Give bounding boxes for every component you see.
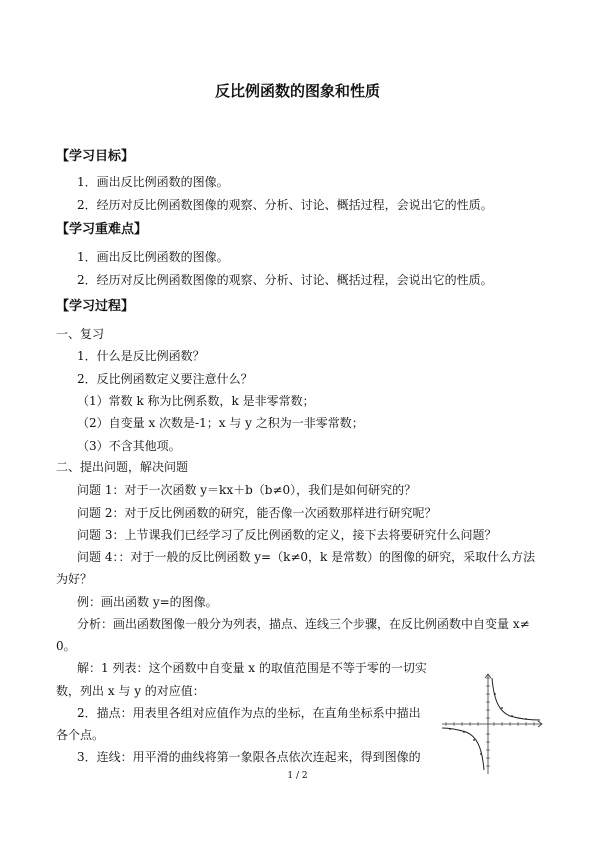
solution-step-1-continued: 数，列出 x 与 y 的对应值： [56,684,205,698]
question-4-continued: 为好？ [56,572,93,586]
solve-heading: 二、提出问题，解决问题 [56,460,189,474]
review-question: 1．什么是反比例函数？ [77,349,205,363]
example-text: 例：画出函数 y=的图像。 [77,595,218,609]
review-point: （3）不含其他项。 [77,439,181,453]
solution-step-2: 2．描点：用表里各组对应值作为点的坐标，在直角坐标系中描出 [77,706,421,720]
goal-item: 2．经历对反比例函数图像的观察、分析、讨论、概括过程，会说出它的性质。 [77,198,493,212]
section-heading-goals: 【学习目标】 [56,149,135,164]
analysis-text-continued: 0。 [56,639,76,653]
review-heading: 一、复习 [56,327,105,341]
goal-item: 1．画出反比例函数的图像。 [77,175,229,189]
question-1: 问题 1：对于一次函数 y＝kx＋b（b≠0），我们是如何研究的？ [77,483,417,497]
plotted-point [480,753,482,755]
curve-quadrant-1 [492,678,540,720]
plotted-point [494,693,496,695]
review-point: （2）自变量 x 次数是-1；x 与 y 之积为一非零常数； [77,416,364,430]
question-2: 问题 2：对于反比例函数的研究，能否像一次函数那样进行研究呢？ [77,506,437,520]
section-heading-process: 【学习过程】 [56,299,135,314]
section-heading-keypoints: 【学习重难点】 [56,222,148,237]
solution-step-2-continued: 各个点。 [56,728,105,742]
analysis-text: 分析：画出函数图像一般分为列表，描点、连线三个步骤，在反比例函数中自变量 x≠ [77,617,530,631]
solution-step-1: 解：1 列表：这个函数中自变量 x 的取值范围是不等于零的一切实 [77,661,427,675]
page-number: 1 / 2 [287,771,308,781]
plotted-point [501,707,503,709]
question-3: 问题 3：上节课我们已经学习了反比例函数的定义，接下去将要研究什么问题？ [77,528,497,542]
question-4: 问题 4：：对于一般的反比例函数 y=（k≠0，k 是常数）的图像的研究，采取什么方法 [77,550,536,564]
axis-ticks [446,678,534,766]
solution-step-3: 3．连线：用平滑的曲线将第一象限各点依次连起来，得到图像的 [77,750,421,764]
page-title: 反比例函数的图象和性质 [214,82,380,100]
review-question: 2．反比例函数定义要注意什么？ [77,372,253,386]
plotted-point [525,718,527,720]
plotted-point [463,731,465,733]
plotted-point [449,728,451,730]
keypoint-item: 2．经历对反比例函数图像的观察、分析、讨论、概括过程，会说出它的性质。 [77,273,493,287]
keypoint-item: 1．画出反比例函数的图像。 [77,250,229,264]
plotted-point [511,715,513,717]
curve-quadrant-3 [442,728,484,770]
hyperbola-graph [440,672,545,776]
review-point: （1）常数 k 称为比例系数，k 是非零常数； [77,394,315,408]
plotted-point [473,739,475,741]
